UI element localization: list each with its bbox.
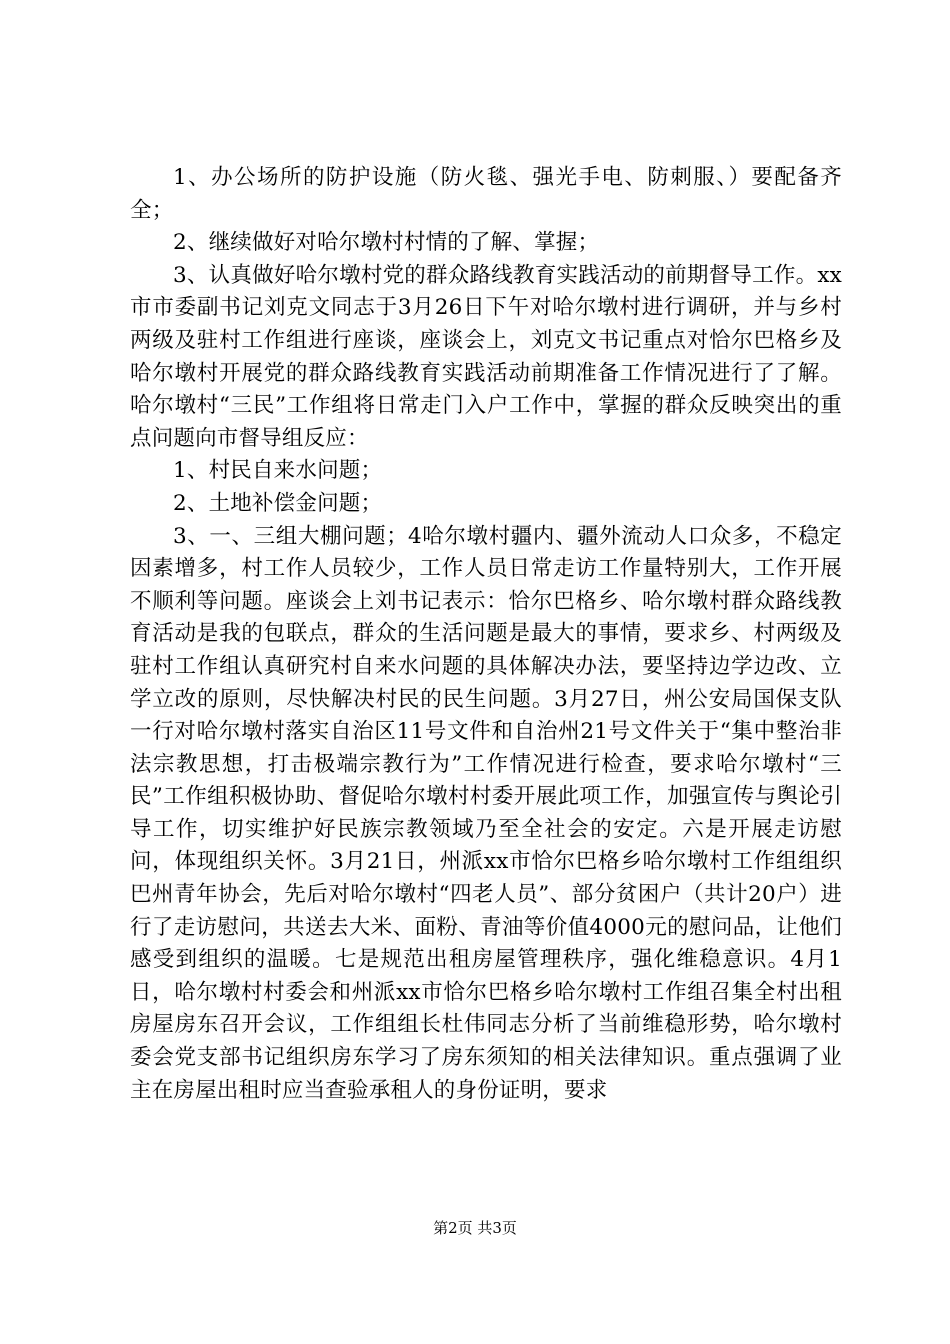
paragraph-1: 1、办公场所的防护设施（防火毯、强光手电、防刺服、）要配备齐全； bbox=[130, 165, 842, 223]
paragraph-4: 1、村民自来水问题； bbox=[173, 458, 383, 484]
paragraph-5: 2、土地补偿金问题； bbox=[173, 490, 383, 516]
page-number-label: 第2页 共3页 bbox=[433, 1219, 517, 1237]
page-footer bbox=[0, 1218, 950, 1238]
paragraph-2: 2、继续做好对哈尔墩村村情的了解、掌握； bbox=[173, 230, 600, 256]
paragraph-6: 3、一、三组大棚问题；4哈尔墩村疆内、疆外流动人口众多，不稳定因素增多，村工作人员较少，工作人员日常走访工作量特别大，工作开展不顺利等问题。座谈会上刘书记表示：恰尔巴格乡、哈尔墩村群众路线教育活动是我的包联点，群众的生活问题是最大的事情，要求乡、村两级及驻村工作组认真研究村自来水问题的具体解决办法，要坚持边学边改、立学立改的原则，尽快解决村民的民生问题。3月27日，州公安局国保支队一行对哈尔墩村落实自治区11号文件和自治州21号文件关于“集中整治非法宗教思想，打击极端宗教行为”工作情况进行检查，要求哈尔墩村“三民”工作组积极协助、督促哈尔墩村村委开展此项工作，加强宣传与舆论引导工作，切实维护好民族宗教领域乃至全社会的安定。六是开展走访慰问，体现组织关怀。3月21日，州派xx市恰尔巴格乡哈尔墩村工作组组织巴州青年协会，先后对哈尔墩村“四老人员”、部分贫困户（共计20户）进行了走访慰问，共送去大米、面粉、青油等价值4000元的慰问品，让他们感受到组织的温暖。七是规范出租房屋管理秩序，强化维稳意识。4月1日，哈尔墩村村委会和州派xx市恰尔巴格乡哈尔墩村工作组召集全村出租房屋房东召开会议，工作组组长杜伟同志分析了当前维稳形势，哈尔墩村委会党支部书记组织房东学习了房东须知的相关法律知识。重点强调了业主在房屋出租时应当查验承租人的身份证明，要求 bbox=[130, 523, 842, 1103]
paragraph-3: 3、认真做好哈尔墩村党的群众路线教育实践活动的前期督导工作。xx市市委副书记刘克文同志于3月26日下午对哈尔墩村进行调研，并与乡村两级及驻村工作组进行座谈，座谈会上，刘克文书记重点对恰尔巴格乡及哈尔墩村开展党的群众路线教育实践活动前期准备工作情况进行了了解。哈尔墩村“三民”工作组将日常走门入户工作中，掌握的群众反映突出的重点问题向市督导组反应： bbox=[130, 262, 842, 451]
document-body bbox=[130, 162, 842, 1107]
